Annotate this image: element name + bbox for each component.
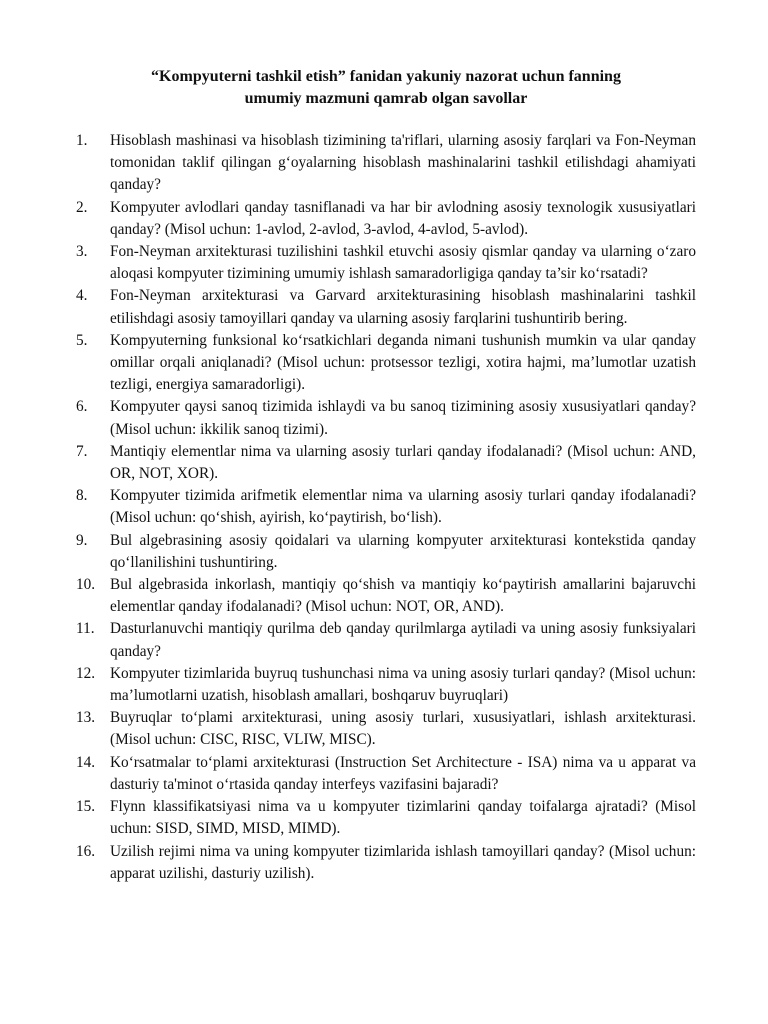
question-text: Kompyuter avlodlari qanday tasniflanadi va har bir avlodning asosiy texnologik xususiyatlari qanday? (Misol uchun: 1-avlod, 2-avlod, 3-avlod, 4-avlod, 5-avlod). <box>110 198 696 238</box>
list-item <box>76 618 696 662</box>
question-text: Fon-Neyman arxitekturasi va Garvard arxitekturasining hisoblash mashinalarini tashkil etilishdagi asosiy tamoyillari qanday va ularning asosiy farqlarini tushuntirib bering. <box>110 287 696 327</box>
question-text: Uzilish rejimi nima va uning kompyuter tizimlarida ishlash tamoyillari qanday? (Misol uchun: apparat uzilishi, dasturiy uzilish). <box>110 842 696 882</box>
page-title <box>76 66 696 110</box>
list-item <box>76 197 696 241</box>
question-text: Ko‘rsatmalar to‘plami arxitekturasi (Instruction Set Architecture - ISA) nima va u apparat va dasturiy ta'minot o‘rtasida qanday interfeys vazifasini bajaradi? <box>110 753 696 793</box>
list-item <box>76 530 696 574</box>
title-line-2: umumiy mazmuni qamrab olgan savollar <box>244 90 528 107</box>
title-line-1: “Kompyuterni tashkil etish” fanidan yakuniy nazorat uchun fanning <box>151 68 621 85</box>
question-text: Kompyuter qaysi sanoq tizimida ishlaydi va bu sanoq tizimining asosiy xususiyatlari qanday? (Misol uchun: ikkilik sanoq tizimi). <box>110 398 696 438</box>
list-item <box>76 285 696 329</box>
list-item <box>76 441 696 485</box>
question-number: 5. <box>76 331 88 349</box>
question-text: Kompyuter tizimida arifmetik elementlar nima va ularning asosiy turlari qanday ifodalanadi? (Misol uchun: qo‘shish, ayirish, ko‘paytirish, bo‘lish). <box>110 487 696 527</box>
list-item <box>76 796 696 840</box>
question-text: Bul algebrasining asosiy qoidalari va ularning kompyuter arxitekturasi kontekstida qanday qo‘llanilishini tushuntiring. <box>110 531 696 571</box>
question-number: 7. <box>76 442 88 460</box>
question-number: 2. <box>76 198 88 216</box>
question-number: 3. <box>76 243 88 261</box>
list-item <box>76 752 696 796</box>
question-number: 16. <box>76 842 96 860</box>
question-number: 8. <box>76 487 88 505</box>
question-number: 6. <box>76 398 88 416</box>
question-list <box>76 130 696 885</box>
list-item <box>76 130 696 197</box>
list-item <box>76 841 696 885</box>
question-number: 15. <box>76 798 96 816</box>
question-number: 9. <box>76 531 88 549</box>
question-text: Fon-Neyman arxitekturasi tuzilishini tashkil etuvchi asosiy qismlar qanday va ularning o‘zaro aloqasi kompyuter tizimining umumiy ishlash samaradorligiga qanday ta’sir ko‘rsatadi? <box>110 243 696 283</box>
question-text: Dasturlanuvchi mantiqiy qurilma deb qanday qurilmlarga aytiladi va uning asosiy funksiyalari qanday? <box>110 620 696 660</box>
question-number: 13. <box>76 709 96 727</box>
list-item <box>76 663 696 707</box>
question-number: 1. <box>76 132 88 149</box>
list-item <box>76 396 696 440</box>
question-text: Buyruqlar to‘plami arxitekturasi, uning asosiy turlari, xususiyatlari, ishlash arxitekturasi. (Misol uchun: CISC, RISC, VLIW, MISC). <box>110 709 696 749</box>
question-text: Mantiqiy elementlar nima va ularning asosiy turlari qanday ifodalanadi? (Misol uchun: AND, OR, NOT, XOR). <box>110 442 696 483</box>
question-number: 14. <box>76 753 96 771</box>
question-number: 10. <box>76 576 96 594</box>
question-text: Kompyuter tizimlarida buyruq tushunchasi nima va uning asosiy turlari qanday? (Misol uchun: ma’lumotlarni uzatish, hisoblash amallari, boshqaruv buyruqlari) <box>110 664 696 705</box>
list-item <box>76 241 696 285</box>
list-item <box>76 485 696 529</box>
question-text: Kompyuterning funksional ko‘rsatkichlari deganda nimani tushunish mumkin va ular qanday omillar orqali aniqlanadi? (Misol uchun: protsessor tezligi, xotira hajmi, ma’lumotlar uzatish tezligi, energiya samaradorligi). <box>110 331 696 394</box>
question-text: Bul algebrasida inkorlash, mantiqiy qo‘shish va mantiqiy ko‘paytirish amallarini bajaruvchi elementlar qanday ifodalanadi? (Misol uchun: NOT, OR, AND). <box>110 576 696 616</box>
list-item <box>76 707 696 751</box>
list-item <box>76 574 696 618</box>
question-number: 11. <box>76 620 95 638</box>
question-number: 12. <box>76 664 96 682</box>
question-text: Hisoblash mashinasi va hisoblash tizimining ta'riflari, ularning asosiy farqlari va Fon-Neyman tomonidan taklif qilingan g‘oyalarning hisoblash mashinalarini tashkil etilishdagi ahamiyati qanday? <box>110 132 696 194</box>
list-item <box>76 330 696 397</box>
question-text: Flynn klassifikatsiyasi nima va u kompyuter tizimlarini qanday toifalarga ajratadi? (Misol uchun: SISD, SIMD, MISD, MIMD). <box>110 798 696 838</box>
question-number: 4. <box>76 287 88 305</box>
